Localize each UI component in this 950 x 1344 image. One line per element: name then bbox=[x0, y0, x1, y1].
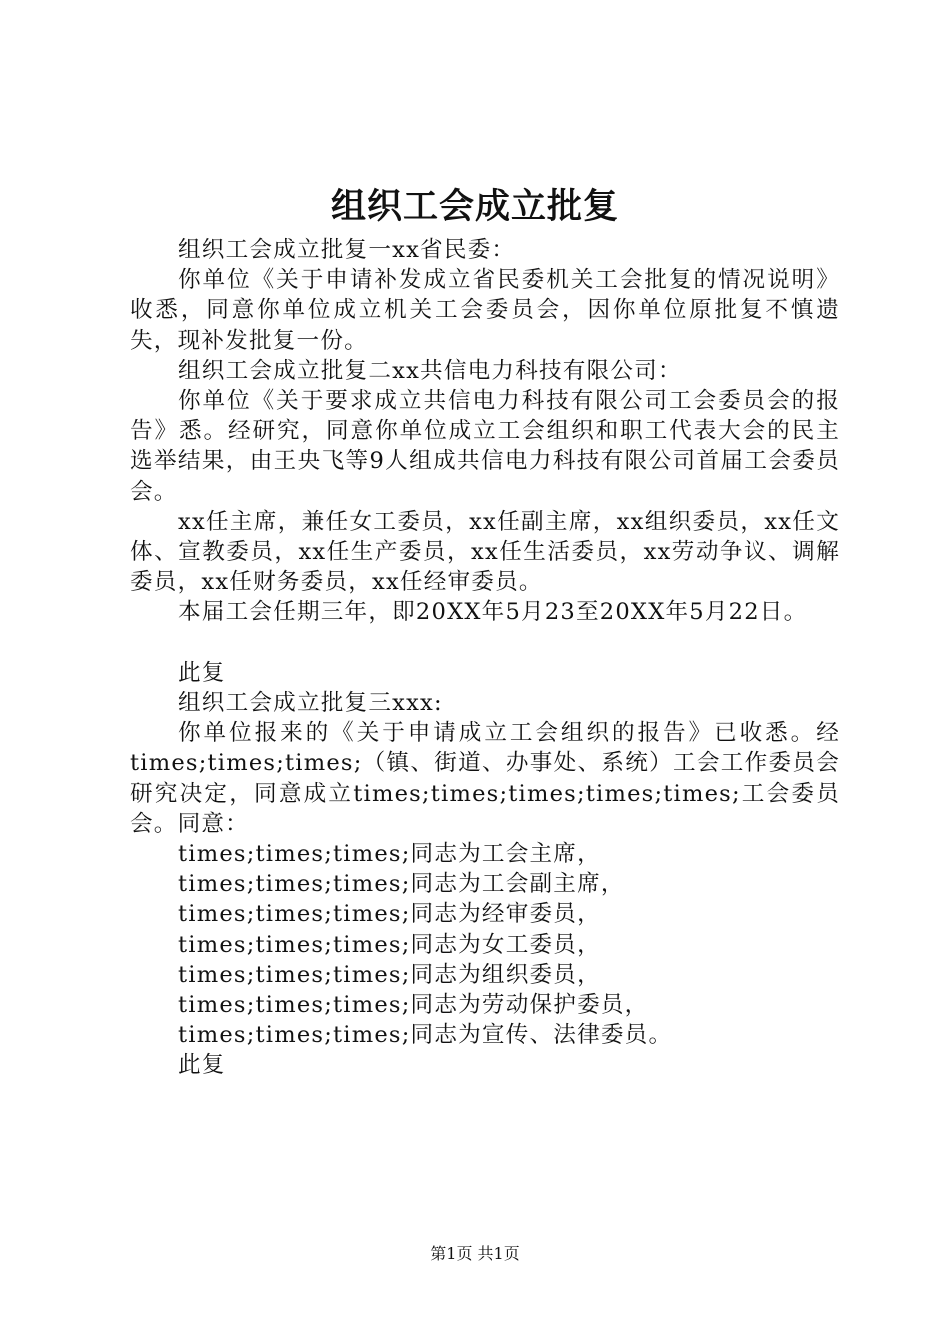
appointment-line: times;times;times;同志为女工委员， bbox=[178, 931, 601, 958]
document-body bbox=[130, 235, 840, 1081]
appointment-line: times;times;times;同志为组织委员， bbox=[178, 961, 601, 988]
appointment-line: times;times;times;同志为工会主席， bbox=[178, 841, 601, 868]
appointment-line: times;times;times;同志为工会副主席， bbox=[178, 871, 625, 898]
paragraph-1-salutation: 组织工会成立批复一xx省民委： bbox=[178, 237, 516, 263]
paragraph-6-term: 本届工会任期三年，即20XX年5月23至20XX年5月22日。 bbox=[178, 599, 808, 626]
appointment-line: times;times;times;同志为劳动保护委员， bbox=[178, 992, 649, 1019]
paragraph-3-salutation: 组织工会成立批复二xx共信电力科技有限公司： bbox=[178, 357, 682, 384]
appointment-line: times;times;times;同志为经审委员， bbox=[178, 901, 601, 928]
paragraph-7-closing: 此复 bbox=[178, 659, 226, 686]
appointment-line: times;times;times;同志为宣传、法律委员。 bbox=[178, 1022, 673, 1049]
paragraph-5: xx任主席，兼任女工委员，xx任副主席，xx组织委员，xx任文体、宣教委员，xx任生产委员，xx任生活委员，xx劳动争议、调解委员，xx任财务委员，xx任经审委员。 bbox=[130, 508, 840, 596]
paragraph-2: 你单位《关于申请补发成立省民委机关工会批复的情况说明》收悉，同意你单位成立机关工会委员会，因你单位原批复不慎遗失，现补发批复一份。 bbox=[130, 267, 840, 354]
paragraph-4: 你单位《关于要求成立共信电力科技有限公司工会委员会的报告》悉。经研究，同意你单位成立工会组织和职工代表大会的民主选举结果，由王央飞等9人组成共信电力科技有限公司首届工会委员会。 bbox=[130, 388, 840, 505]
paragraph-8-salutation: 组织工会成立批复三xxx: bbox=[178, 690, 443, 717]
page-number-footer: 第1页 共1页 bbox=[430, 1244, 520, 1263]
paragraph-closing: 此复 bbox=[178, 1052, 226, 1079]
document-title: 组织工会成立批复 bbox=[330, 186, 619, 227]
paragraph-9: 你单位报来的《关于申请成立工会组织的报告》已收悉。经times;times;times;（镇、街道、办事处、系统）工会工作委员会研究决定，同意成立times;times;times;times;times;工会委员会。同意： bbox=[130, 720, 840, 837]
